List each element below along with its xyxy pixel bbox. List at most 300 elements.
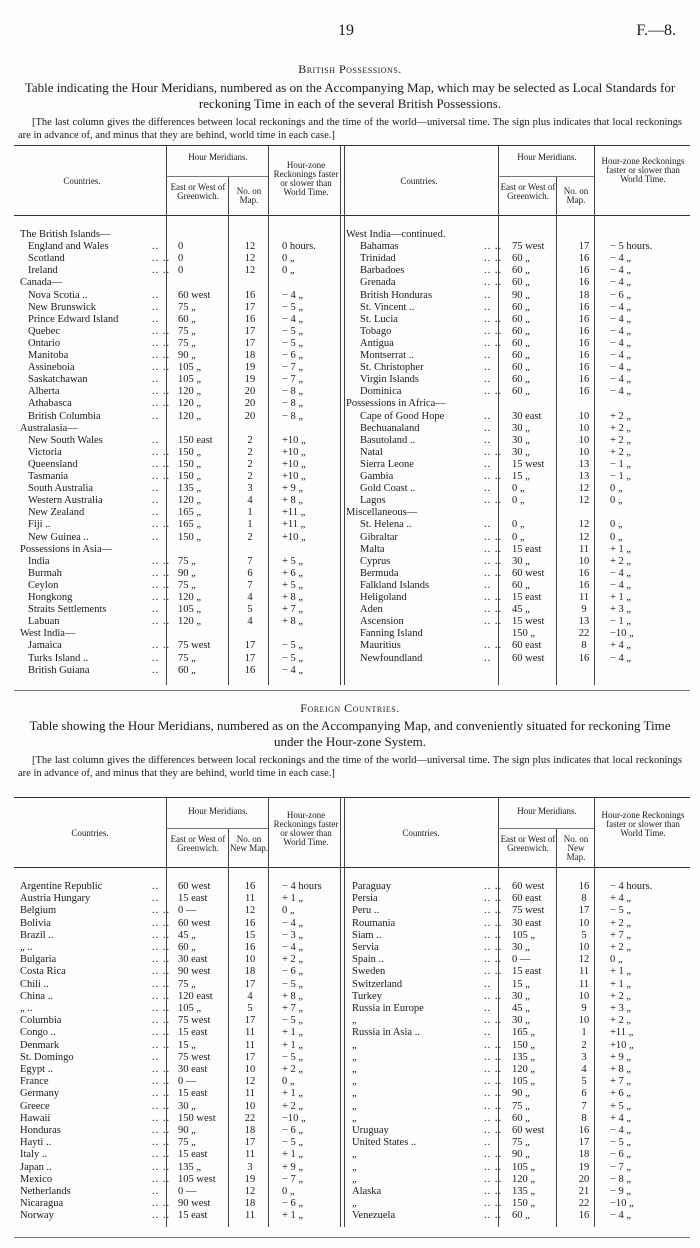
hour-zone-difference: + 7 „ (282, 604, 304, 616)
header-countries-left: Countries. (63, 176, 101, 186)
leader-dots: .. (484, 1137, 492, 1149)
map-number: 12 (578, 954, 590, 966)
meridian-value: 60 east (512, 893, 542, 905)
hour-zone-difference: +10 „ (282, 471, 306, 482)
leader-dots: .. .. (152, 337, 171, 349)
meridian-value: 15 „ (512, 978, 530, 990)
map-number: 4 (247, 990, 253, 1002)
leader-dots: .. (484, 289, 492, 301)
meridian-value: 30 „ (512, 555, 530, 567)
country-name: Athabasca (28, 398, 72, 410)
table-row (20, 930, 684, 942)
map-number: 7 (247, 579, 253, 591)
table-row (20, 918, 684, 930)
map-number: 16 (578, 337, 590, 349)
leader-dots: .. .. (484, 337, 503, 349)
leader-dots: .. .. (484, 1088, 503, 1100)
map-number: 16 (578, 277, 590, 289)
hour-zone-difference: − 6 „ (282, 1125, 304, 1136)
leader-dots: .. (484, 652, 492, 664)
map-number: 1 (247, 507, 253, 519)
leader-dots: .. .. (152, 942, 171, 953)
map-number: 16 (578, 567, 590, 579)
leader-dots: .. .. (484, 567, 503, 579)
map-number: 12 (578, 519, 590, 531)
meridian-value: 60 „ (512, 386, 530, 398)
map-number: 10 (578, 434, 590, 446)
meridian-value: 105 „ (178, 374, 202, 386)
meridian-value: 45 „ (178, 929, 196, 941)
meridian-value: 60 „ (512, 362, 530, 374)
country-name: Argentine Republic (20, 881, 103, 892)
map-number: 17 (244, 325, 256, 337)
map-number: 10 (578, 917, 590, 929)
meridian-value: 15 „ (512, 471, 530, 482)
hour-zone-difference: − 4 „ (282, 289, 304, 301)
meridian-value: 0 — (178, 1076, 197, 1088)
leader-dots: .. .. (484, 265, 503, 277)
hour-zone-difference: +10 „ (282, 458, 306, 470)
map-number: 20 (244, 398, 256, 410)
table-row (20, 1198, 684, 1210)
leader-dots: .. .. (152, 1137, 171, 1149)
meridian-value: 105 west (178, 1173, 216, 1185)
hour-zone-difference: − 6 „ (282, 350, 304, 361)
meridian-value: 90 „ (178, 350, 196, 361)
meridian-value: 0 „ (512, 519, 525, 531)
meridian-value: 75 „ (178, 301, 196, 313)
hour-zone-difference: − 5 „ (282, 1137, 304, 1149)
meridian-value: 75 „ (178, 325, 196, 337)
meridian-value: 60 „ (512, 1112, 530, 1124)
hour-zone-difference: + 1 „ (282, 1088, 304, 1100)
map-number: 11 (244, 1210, 256, 1222)
hour-zone-difference: − 4 „ (610, 362, 632, 374)
country-name: Bolivia (20, 917, 51, 929)
meridian-value: 60 „ (178, 942, 196, 953)
country-name: Dominica (360, 386, 402, 398)
leader-dots: .. .. (484, 966, 503, 978)
leader-dots: .. (152, 313, 160, 325)
hour-zone-difference: + 9 „ (282, 483, 304, 495)
hour-zone-difference: − 7 „ (282, 374, 304, 386)
meridian-value: 30 „ (512, 446, 530, 458)
meridian-value: 60 „ (512, 1210, 530, 1222)
country-name: „ (352, 1149, 357, 1161)
map-number: 17 (244, 1051, 256, 1063)
hour-zone-difference: + 3 „ (610, 604, 632, 616)
meridian-value: 0 (178, 253, 184, 265)
meridian-value: 135 „ (512, 1186, 536, 1197)
hour-zone-difference: − 4 „ (610, 253, 632, 265)
country-name: Paraguay (352, 881, 392, 892)
hour-zone-difference: +10 „ (282, 446, 306, 458)
map-number: 13 (578, 471, 590, 482)
hour-zone-difference: + 5 „ (282, 579, 304, 591)
hour-zone-difference: 0 „ (610, 954, 623, 966)
map-number: 4 (581, 1064, 587, 1075)
header-hour-meridians-right: Hour Meridians. (517, 152, 577, 162)
header-hourzone-left: Hour-zone Reckonings faster or slower than World Time. (273, 810, 339, 847)
hour-zone-difference: − 7 „ (610, 1161, 632, 1173)
hour-zone-difference: − 1 „ (610, 458, 632, 470)
meridian-value: 15 „ (178, 1039, 196, 1051)
country-name: St. Domingo (20, 1051, 74, 1063)
table-row (20, 229, 684, 241)
hour-zone-difference: + 2 „ (610, 422, 632, 434)
country-name: Cyprus (360, 555, 391, 567)
leader-dots: .. .. (152, 1088, 171, 1100)
leader-dots: .. (484, 422, 492, 434)
header-hour-meridians-left: Hour Meridians. (188, 806, 248, 816)
leader-dots: .. .. (484, 1064, 503, 1075)
hour-zone-difference: +10 „ (282, 531, 306, 543)
country-name: „ .. (20, 942, 33, 953)
country-name: New Guinea .. (28, 531, 89, 543)
hour-zone-difference: 0 „ (610, 495, 623, 507)
map-number: 10 (578, 990, 590, 1002)
hour-zone-difference: + 2 „ (610, 1015, 632, 1027)
leader-dots: .. .. (484, 531, 503, 543)
map-number: 10 (244, 1064, 256, 1075)
table-row (20, 495, 684, 507)
map-number: 17 (578, 241, 590, 253)
leader-dots: .. (152, 495, 160, 507)
map-number: 19 (244, 374, 256, 386)
header-hourzone-left: Hour-zone Reckonings faster or slower than World Time. (273, 160, 339, 197)
leader-dots: .. .. (484, 1173, 503, 1185)
country-name: New South Wales (28, 434, 103, 446)
map-number: 16 (578, 265, 590, 277)
map-number: 18 (244, 1198, 256, 1210)
hour-zone-difference: + 1 „ (610, 543, 632, 555)
country-name: Tasmania (28, 471, 69, 482)
hour-zone-difference: − 3 „ (282, 929, 304, 941)
map-number: 17 (244, 301, 256, 313)
table-row (20, 1101, 684, 1113)
meridian-value: 60 „ (512, 253, 530, 265)
leader-dots: .. (152, 604, 160, 616)
caption-foreign: Table showing the Hour Meridians, numbered as on the Accompanying Map, and conveniently situated for reckoning Time under the Hour-zone System. (29, 718, 671, 749)
map-number: 2 (247, 531, 253, 543)
hour-zone-difference: − 1 „ (610, 616, 632, 628)
map-number: 1 (247, 519, 253, 531)
country-name: British Honduras (360, 289, 433, 301)
country-name: St. Christopher (360, 362, 424, 374)
hour-zone-difference: − 5 „ (610, 905, 632, 917)
map-number: 10 (244, 954, 256, 966)
map-number: 21 (578, 1186, 590, 1197)
hour-zone-difference: + 3 „ (610, 1003, 632, 1014)
leader-dots: .. .. (152, 1173, 171, 1185)
hour-zone-difference: − 4 „ (610, 652, 632, 664)
map-number: 9 (581, 1003, 587, 1014)
leader-dots: .. .. (152, 592, 171, 603)
note-british: [The last column gives the differences between local reckonings and the time of the world—universal time. The sign plus indicates that local reckonings are in advance of, and minus that they are behind, world time in each case.] (18, 117, 682, 141)
map-number: 17 (578, 905, 590, 917)
map-number: 9 (581, 604, 587, 616)
meridian-value: 105 „ (178, 604, 202, 616)
meridian-value: 90 „ (178, 567, 196, 579)
table-row (20, 580, 684, 592)
leader-dots: .. .. (484, 555, 503, 567)
header-hour-meridians-right: Hour Meridians. (517, 806, 577, 816)
leader-dots: .. .. (152, 555, 171, 567)
table-row (20, 954, 684, 966)
leader-dots: .. .. (484, 954, 503, 966)
country-name: Montserrat .. (360, 350, 414, 361)
hour-zone-difference: 0 „ (610, 531, 623, 543)
meridian-value: 60 „ (178, 664, 196, 676)
hour-zone-difference: +10 „ (282, 434, 306, 446)
meridian-value: 0 „ (512, 531, 525, 543)
leader-dots: .. .. (152, 1015, 171, 1027)
meridian-value: 60 „ (512, 313, 530, 325)
hour-zone-difference: − 7 „ (282, 1173, 304, 1185)
hour-zone-difference: − 5 „ (282, 325, 304, 337)
country-name: Barbadoes (360, 265, 405, 277)
meridian-value: 75 west (178, 1015, 211, 1027)
map-number: 22 (578, 628, 590, 640)
map-number: 16 (578, 325, 590, 337)
meridian-value: 60 „ (512, 374, 530, 386)
country-name: Honduras (20, 1125, 61, 1136)
header-east-west-right: East or West of Greenwich. (500, 834, 556, 853)
leader-dots: .. (152, 410, 160, 422)
meridian-value: 120 „ (178, 616, 202, 628)
country-name: „ (352, 1161, 357, 1173)
country-name: Servia (352, 942, 379, 953)
leader-dots: .. .. (152, 616, 171, 628)
map-number: 3 (247, 483, 253, 495)
hour-zone-difference: − 4 „ (610, 265, 632, 277)
hour-zone-difference: +10 „ (610, 1039, 634, 1051)
leader-dots: .. .. (484, 1186, 503, 1197)
country-name: Peru .. (352, 905, 380, 917)
meridian-value: 165 „ (178, 507, 202, 519)
country-name: Antigua (360, 337, 394, 349)
country-name: Russia in Europe (352, 1003, 424, 1014)
meridian-value: 60 „ (512, 301, 530, 313)
meridian-value: 120 „ (178, 495, 202, 507)
header-east-west-right: East or West of Greenwich. (500, 182, 556, 201)
map-number: 3 (247, 1161, 253, 1173)
meridian-value: 150 west (178, 1112, 216, 1124)
meridian-value: 30 east (512, 917, 542, 929)
country-name: Alberta (28, 386, 60, 398)
hour-zone-difference: − 4 „ (282, 313, 304, 325)
leader-dots: .. .. (484, 640, 503, 652)
country-name: Miscellaneous— (346, 507, 418, 519)
meridian-value: 15 west (512, 458, 545, 470)
header-countries-right: Countries. (402, 828, 440, 838)
leader-dots: .. .. (152, 325, 171, 337)
meridian-value: 90 west (178, 1198, 211, 1210)
leader-dots: .. .. (484, 604, 503, 616)
hour-zone-difference: −10 „ (610, 628, 634, 640)
country-name: Roumania (352, 917, 396, 929)
country-name: Newfoundland (360, 652, 423, 664)
meridian-value: 90 „ (512, 1088, 530, 1100)
map-number: 17 (244, 978, 256, 990)
leader-dots: .. (484, 483, 492, 495)
caption-british: Table indicating the Hour Meridians, numbered as on the Accompanying Map, which may be selected as Local Standards for reckoning Time in each of the several British Possessions. (24, 80, 676, 111)
leader-dots: .. (484, 301, 492, 313)
leader-dots: .. (152, 881, 160, 892)
country-name: Assineboia (28, 362, 75, 374)
leader-dots: .. .. (484, 616, 503, 628)
hour-zone-difference: − 4 „ (610, 1125, 632, 1136)
country-name: Germany (20, 1088, 60, 1100)
country-name: Scotland (28, 253, 65, 265)
meridian-value: 135 „ (178, 483, 202, 495)
hour-zone-difference: − 7 „ (282, 362, 304, 374)
map-number: 6 (247, 567, 253, 579)
meridian-value: 150 „ (178, 446, 202, 458)
leader-dots: .. .. (152, 1149, 171, 1161)
hour-zone-difference: + 2 „ (610, 917, 632, 929)
map-number: 5 (581, 929, 587, 941)
map-number: 2 (247, 434, 253, 446)
map-number: 6 (581, 1088, 587, 1100)
hour-zone-difference: − 6 „ (610, 289, 632, 301)
country-name: Mauritius (360, 640, 401, 652)
hour-zone-difference: + 2 „ (610, 410, 632, 422)
leader-dots: .. .. (152, 386, 171, 398)
table-row (20, 277, 684, 289)
hour-zone-difference: + 7 „ (610, 1076, 632, 1088)
hour-zone-difference: + 1 „ (282, 1210, 304, 1222)
country-name: New Brunswick (28, 301, 96, 313)
leader-dots: .. .. (152, 398, 171, 410)
hour-zone-difference: + 1 „ (282, 893, 304, 905)
meridian-value: 75 west (512, 905, 545, 917)
map-number: 18 (244, 1125, 256, 1136)
hour-zone-difference: − 4 „ (610, 374, 632, 386)
country-name: British Guiana (28, 664, 90, 676)
country-name: Sweden (352, 966, 386, 978)
map-number: 12 (244, 241, 256, 253)
map-number: 3 (581, 1051, 587, 1063)
country-name: „ (352, 1015, 357, 1027)
map-number: 17 (244, 640, 256, 652)
map-number: 17 (244, 337, 256, 349)
map-number: 11 (244, 1027, 256, 1039)
country-name: Gold Coast .. (360, 483, 416, 495)
hour-zone-difference: − 6 „ (610, 1149, 632, 1161)
leader-dots: .. .. (484, 386, 503, 398)
leader-dots: .. .. (484, 929, 503, 941)
hour-zone-difference: − 9 „ (610, 1186, 632, 1197)
leader-dots: .. (484, 1027, 492, 1039)
map-number: 2 (247, 471, 253, 482)
map-number: 17 (244, 1137, 256, 1149)
table-row (20, 447, 684, 459)
country-name: Western Australia (28, 495, 103, 507)
leader-dots: .. (484, 434, 492, 446)
hour-zone-difference: + 8 „ (282, 495, 304, 507)
leader-dots: .. (484, 1003, 492, 1014)
hour-zone-difference: + 2 „ (282, 954, 304, 966)
meridian-value: 75 west (178, 1051, 211, 1063)
meridian-value: 30 „ (512, 422, 530, 434)
country-name: Prince Edward Island (28, 313, 119, 325)
leader-dots: .. .. (484, 905, 503, 917)
leader-dots: .. .. (484, 1076, 503, 1088)
meridian-value: 165 „ (178, 519, 202, 531)
leader-dots: .. .. (152, 1064, 171, 1075)
meridian-value: 60 west (512, 881, 545, 892)
meridian-value: 0 — (512, 954, 531, 966)
leader-dots: .. (152, 301, 160, 313)
meridian-value: 150 „ (178, 471, 202, 482)
country-name: Norway (20, 1210, 54, 1222)
country-name: Hawaii (20, 1112, 51, 1124)
meridian-value: 45 „ (512, 1003, 530, 1014)
country-name: Saskatchawan (28, 374, 88, 386)
map-number: 16 (578, 1125, 590, 1136)
meridian-value: 30 „ (512, 942, 530, 953)
leader-dots: .. (484, 458, 492, 470)
table-row (20, 556, 684, 568)
table-row (20, 507, 684, 519)
hour-zone-difference: 0 „ (282, 905, 295, 917)
country-name: Trinidad (360, 253, 396, 265)
meridian-value: 60 „ (512, 277, 530, 289)
hour-zone-difference: + 8 „ (282, 592, 304, 603)
leader-dots: .. (152, 1051, 160, 1063)
meridian-value: 75 „ (178, 978, 196, 990)
hour-zone-difference: − 1 „ (610, 471, 632, 482)
hour-zone-difference: − 4 „ (282, 664, 304, 676)
country-name: India (28, 555, 50, 567)
table-row (20, 314, 684, 326)
meridian-value: 15 east (178, 1149, 208, 1161)
table-row (20, 640, 684, 652)
country-name: Sierra Leone (360, 458, 414, 470)
country-name: Virgin Islands (360, 374, 419, 386)
hour-zone-difference: − 8 „ (282, 398, 304, 410)
meridian-value: 150 „ (178, 531, 202, 543)
map-number: 10 (578, 942, 590, 953)
country-name: Japan .. (20, 1161, 52, 1173)
meridian-value: 15 east (512, 543, 542, 555)
country-name: „ (352, 1039, 357, 1051)
section-title-british: British Possessions. (298, 62, 402, 76)
hour-zone-difference: 0 „ (282, 253, 295, 265)
table-row (20, 966, 684, 978)
leader-dots: .. .. (152, 1161, 171, 1173)
leader-dots: .. (152, 1186, 160, 1197)
country-name: „ (352, 1112, 357, 1124)
meridian-value: 60 west (178, 917, 211, 929)
leader-dots: .. .. (484, 1125, 503, 1136)
map-number: 12 (244, 905, 256, 917)
country-name: United States .. (352, 1137, 417, 1149)
header-countries-right: Countries. (400, 176, 438, 186)
leader-dots: .. .. (152, 1003, 171, 1014)
map-number: 19 (578, 1161, 590, 1173)
leader-dots: .. .. (484, 446, 503, 458)
country-name: Basutoland .. (360, 434, 416, 446)
hour-zone-difference: + 5 „ (610, 1100, 632, 1112)
hour-zone-difference: +11 „ (282, 519, 306, 531)
hour-zone-difference: + 8 „ (282, 990, 304, 1002)
meridian-value: 105 „ (512, 1161, 536, 1173)
meridian-value: 30 east (512, 410, 542, 422)
hour-zone-difference: + 4 „ (610, 893, 632, 905)
leader-dots: .. .. (152, 458, 171, 470)
